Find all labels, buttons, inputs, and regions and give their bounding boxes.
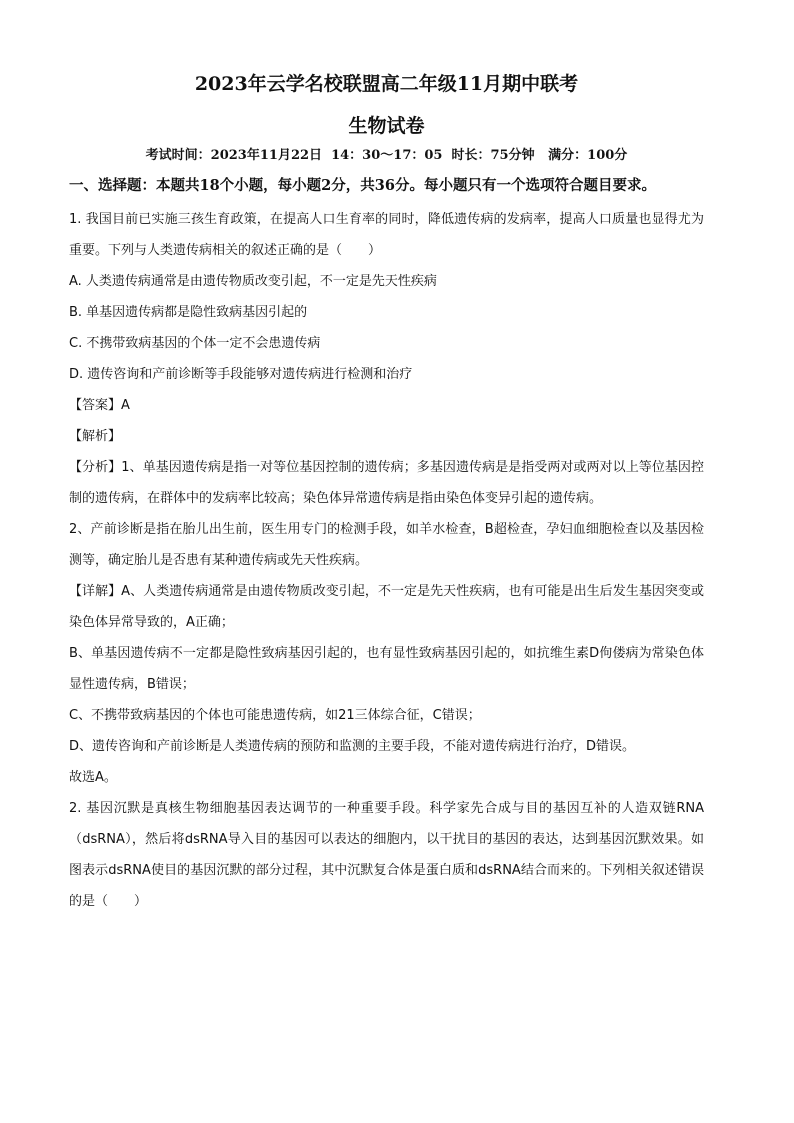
question-1-analysis-1: 【分析】1、单基因遗传病是指一对等位基因控制的遗传病；多基因遗传病是是指受两对或两对以上等位基因控制的遗传病，在群体中的发病率比较高；染色体异常遗传病是指由染色体变异引起的遗传病。: [69, 460, 704, 506]
exam-title: 2023年云学名校联盟高二年级11月期中联考: [194, 73, 579, 95]
question-1-option-d: D. 遗传咨询和产前诊断等手段能够对遗传病进行检测和治疗: [69, 367, 413, 382]
question-1-detail-b: B、单基因遗传病不一定都是隐性致病基因引起的，也有显性致病基因引起的，如抗维生素D佝偻病为常染色体显性遗传病，B错误；: [69, 646, 704, 692]
question-1-answer: 【答案】A: [69, 398, 130, 413]
question-1-option-b: B. 单基因遗传病都是隐性致病基因引起的: [69, 305, 308, 320]
question-1-option-c: C. 不携带致病基因的个体一定不会患遗传病: [69, 336, 321, 351]
exam-info: 考试时间：2023年11月22日 14：30～17：05 时长：75分钟 满分：100分: [145, 148, 628, 163]
question-1-option-a: A. 人类遗传病通常是由遗传物质改变引起，不一定是先天性疾病: [69, 274, 437, 289]
question-1-conclusion: 故选A。: [69, 770, 117, 785]
exam-subtitle: 生物试卷: [348, 115, 425, 137]
question-2-stem: 2. 基因沉默是真核生物细胞基因表达调节的一种重要手段。科学家先合成与目的基因互补的人造双链RNA（dsRNA），然后将dsRNA导入目的基因可以表达的细胞内，以干扰目的基因的表达，达到基因沉默效果。如图表示dsRNA使目的基因沉默的部分过程，其中沉默复合体是蛋白质和dsRNA结合而来的。下列相关叙述错误的是（ ）: [69, 801, 704, 909]
question-1-detail-c: C、不携带致病基因的个体也可能患遗传病，如21三体综合征，C错误；: [69, 708, 481, 723]
question-1-detail-d: D、遗传咨询和产前诊断是人类遗传病的预防和监测的主要手段，不能对遗传病进行治疗，D错误。: [69, 739, 636, 754]
question-1-detail-a: 【详解】A、人类遗传病通常是由遗传物质改变引起，不一定是先天性疾病，也有可能是出生后发生基因突变或染色体异常导致的，A正确；: [69, 584, 704, 630]
question-1-stem: 1. 我国目前已实施三孩生育政策，在提高人口生育率的同时，降低遗传病的发病率，提高人口质量也显得尤为重要。下列与人类遗传病相关的叙述正确的是（ ）: [69, 212, 704, 258]
section-heading: 一、选择题：本题共18个小题，每小题2分，共36分。每小题只有一个选项符合题目要求。: [69, 177, 656, 194]
question-1-analysis-2: 2、产前诊断是指在胎儿出生前，医生用专门的检测手段，如羊水检查，B超检查，孕妇血细胞检查以及基因检测等，确定胎儿是否患有某种遗传病或先天性疾病。: [69, 522, 704, 568]
question-1-analysis-label: 【解析】: [69, 429, 122, 444]
